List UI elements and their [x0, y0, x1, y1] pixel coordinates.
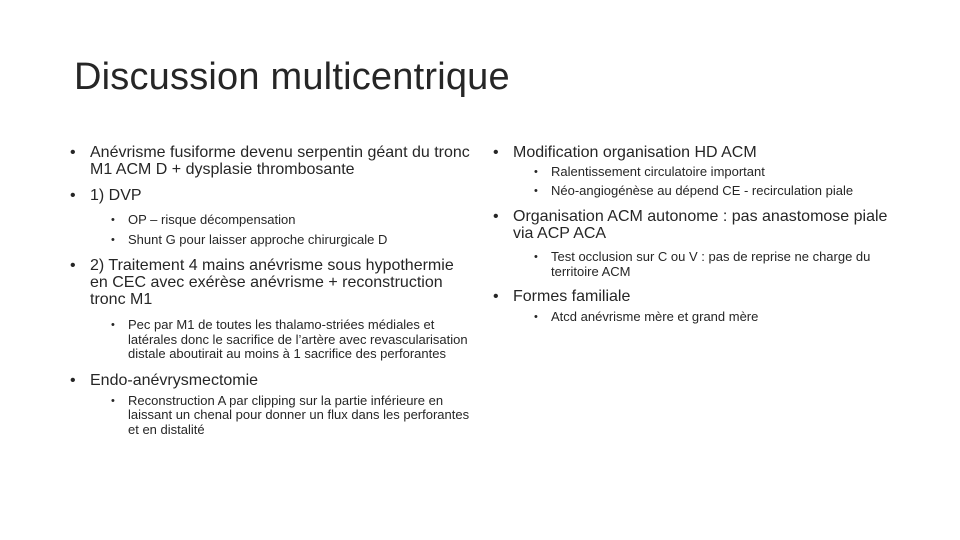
sub-bullet-item	[493, 165, 893, 180]
sub-bullet-text: Test occlusion sur C ou V : pas de reprise ne charge du territoire ACM	[551, 249, 871, 279]
sub-bullet-item	[70, 394, 470, 438]
bullet-text: Endo-anévrysmectomie	[90, 371, 259, 389]
bullet-item	[70, 187, 470, 204]
sub-bullet-item	[70, 318, 470, 362]
sub-bullet-icon: •	[534, 311, 538, 323]
sub-bullet-text: Pec par M1 de toutes les thalamo-striées médiales et latérales donc le sacrifice de l’artère avec revascularisation distale aboutirait au moins à 1 sacrifice des perforantes	[128, 317, 468, 361]
sub-bullet-text: Ralentissement circulatoire important	[551, 164, 765, 179]
bullet-text: Organisation ACM autonome : pas anastomose piale via ACP ACA	[513, 208, 888, 242]
sub-bullet-icon: •	[534, 184, 538, 197]
bullet-text: 1) DVP	[90, 187, 142, 204]
sub-bullet-icon: •	[534, 251, 538, 263]
sub-bullet-icon: •	[111, 319, 115, 331]
bullet-item	[70, 144, 470, 178]
bullet-icon: •	[493, 208, 499, 225]
sub-bullet-item	[493, 184, 893, 199]
bullet-item	[70, 372, 470, 389]
bullet-icon: •	[493, 288, 499, 305]
right-column	[493, 144, 893, 325]
sub-bullet-text: OP – risque décompensation	[128, 212, 296, 227]
sub-bullet-item	[493, 310, 893, 325]
bullet-icon: •	[493, 144, 499, 161]
bullet-item	[493, 144, 893, 161]
sub-bullet-text: Reconstruction A par clipping sur la partie inférieure en laissant un chenal pour donner un flux dans les perforantes et en distalité	[128, 392, 470, 437]
bullet-text: Anévrisme fusiforme devenu serpentin géant du tronc M1 ACM D + dysplasie thrombosante	[90, 144, 470, 178]
bullet-item	[70, 257, 470, 308]
bullet-icon: •	[70, 144, 76, 161]
sub-bullet-item	[70, 213, 470, 228]
sub-bullet-text: Néo-angiogénèse au dépend CE - recirculation piale	[551, 182, 854, 198]
sub-bullet-icon: •	[111, 214, 115, 226]
left-column	[70, 144, 470, 437]
bullet-item	[493, 208, 893, 242]
bullet-icon: •	[70, 187, 76, 204]
slide-title: Discussion multicentrique	[74, 56, 510, 98]
sub-bullet-text: Shunt G pour laisser approche chirurgicale D	[128, 231, 388, 247]
sub-bullet-item	[70, 233, 470, 248]
bullet-text: Modification organisation HD ACM	[513, 144, 757, 161]
sub-bullet-icon: •	[111, 233, 115, 246]
sub-bullet-item	[493, 250, 893, 279]
sub-bullet-text: Atcd anévrisme mère et grand mère	[551, 309, 759, 324]
bullet-icon: •	[70, 257, 76, 274]
sub-bullet-icon: •	[111, 394, 115, 407]
sub-bullet-icon: •	[534, 166, 538, 178]
bullet-text: Formes familiale	[513, 288, 631, 305]
bullet-icon: •	[70, 371, 76, 389]
bullet-item	[493, 288, 893, 305]
bullet-text: 2) Traitement 4 mains anévrisme sous hypothermie en CEC avec exérèse anévrisme + reconstruction tronc M1	[90, 257, 454, 308]
